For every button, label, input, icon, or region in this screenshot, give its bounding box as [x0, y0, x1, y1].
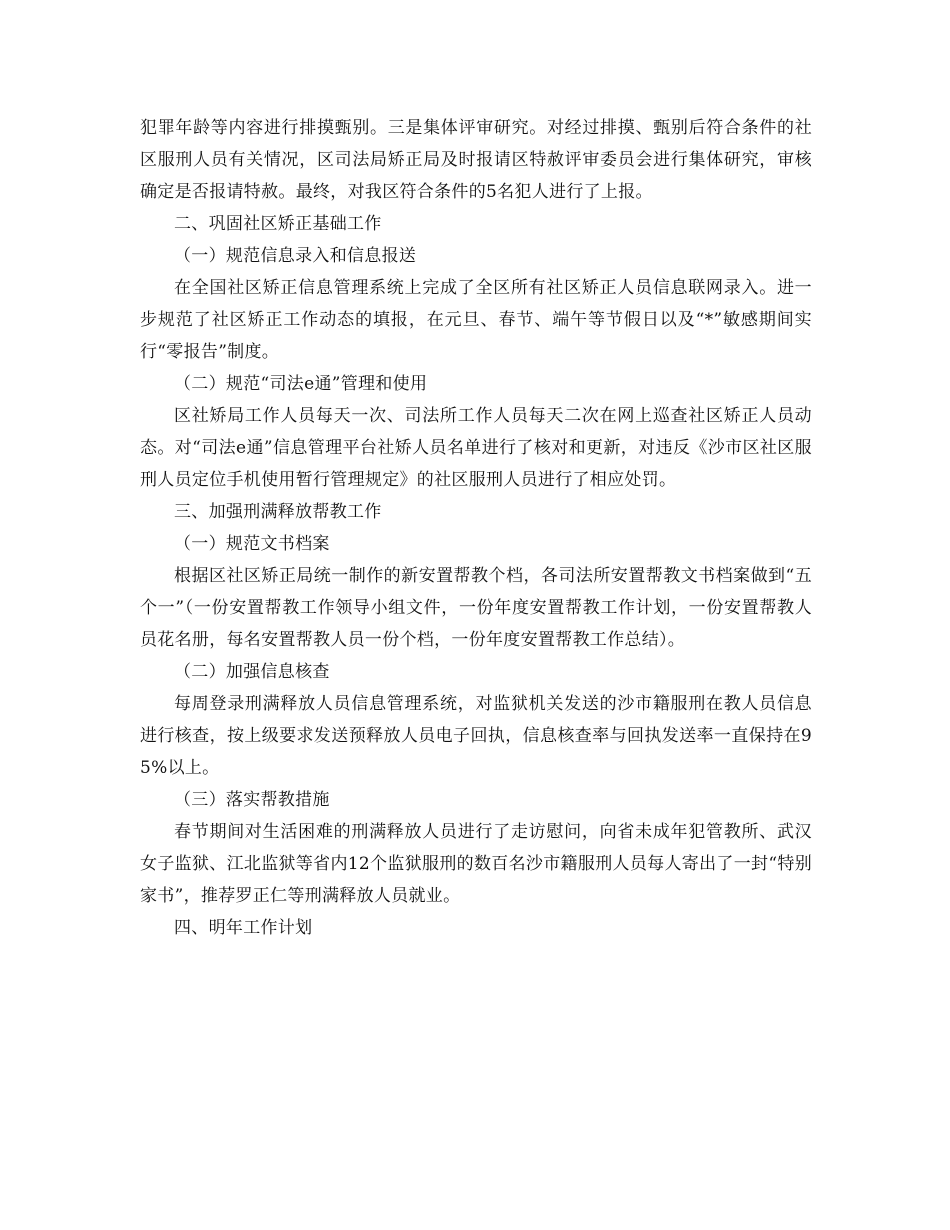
paragraph: 春节期间对生活困难的刑满释放人员进行了走访慰问，向省未成年犯管教所、武汉女子监狱、江北监狱等省内12个监狱服刑的数百名沙市籍服刑人员每人寄出了一封“特别家书”，推荐罗正仁等刑满释放人员就业。 — [140, 822, 812, 906]
subsection-heading-2-2: （二）规范“司法e通”管理和使用 — [174, 374, 428, 394]
subsection-heading-3-2: （二）加强信息核查 — [174, 662, 330, 682]
paragraph: 在全国社区矫正信息管理系统上完成了全区所有社区矫正人员信息联网录入。进一步规范了社区矫正工作动态的填报，在元旦、春节、端午等节假日以及“*”敏感期间实行“零报告”制度。 — [140, 278, 812, 362]
subsection-heading-3-1: （一）规范文书档案 — [174, 534, 330, 554]
paragraph: 区社矫局工作人员每天一次、司法所工作人员每天二次在网上巡查社区矫正人员动态。对“司法e通”信息管理平台社矫人员名单进行了核对和更新，对违反《沙市区社区服刑人员定位手机使用暂行管理规定》的社区服刑人员进行了相应处罚。 — [140, 406, 812, 490]
paragraph: 每周登录刑满释放人员信息管理系统，对监狱机关发送的沙市籍服刑在教人员信息进行核查，按上级要求发送预释放人员电子回执，信息核查率与回执发送率一直保持在95%以上。 — [140, 694, 812, 778]
section-heading-4: 四、明年工作计划 — [174, 918, 313, 938]
paragraph: 根据区社区矫正局统一制作的新安置帮教个档，各司法所安置帮教文书档案做到“五个一”（一份安置帮教工作领导小组文件，一份年度安置帮教工作计划，一份安置帮教人员花名册，每名安置帮教人员一份个档，一份年度安置帮教工作总结）。 — [140, 566, 812, 650]
document-body — [140, 112, 812, 944]
subsection-heading-2-1: （一）规范信息录入和信息报送 — [174, 246, 417, 266]
subsection-heading-3-3: （三）落实帮教措施 — [174, 790, 330, 810]
section-heading-3: 三、加强刑满释放帮教工作 — [174, 502, 382, 522]
section-heading-2: 二、巩固社区矫正基础工作 — [174, 214, 382, 234]
paragraph-continued: 犯罪年龄等内容进行排摸甄别。三是集体评审研究。对经过排摸、甄别后符合条件的社区服刑人员有关情况，区司法局矫正局及时报请区特赦评审委员会进行集体研究，审核确定是否报请特赦。最终，对我区符合条件的5名犯人进行了上报。 — [140, 118, 812, 202]
